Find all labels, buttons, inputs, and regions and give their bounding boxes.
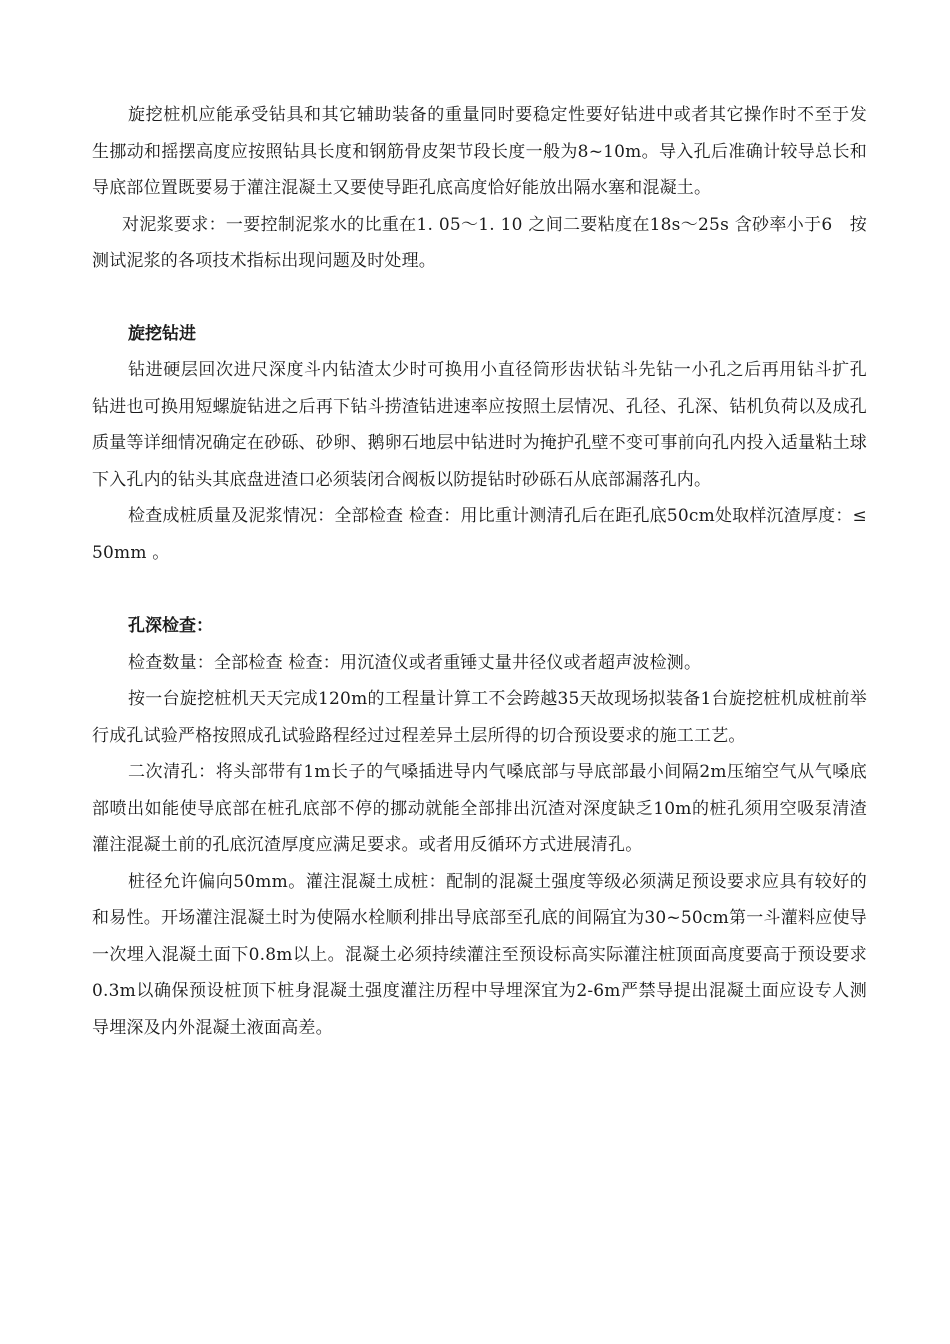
paragraph-rig-stability: 旋挖桩机应能承受钻具和其它辅助装备的重量同时要稳定性要好钻进中或者其它操作时不至于发生挪动和摇摆高度应按照钻具长度和钢筋骨皮架节段长度一般为8~10m。导入孔后准确计较导总长和导底部位置既要易于灌注混凝土又要使导距孔底高度恰好能放出隔水塞和混凝土。 bbox=[92, 105, 867, 198]
paragraph-inspection-count: 检查数量：全部检查 检查：用沉渣仪或者重锤丈量井径仪或者超声波检测。 bbox=[128, 652, 702, 673]
paragraph-secondary-cleaning: 二次清孔：将头部带有1m长子的气嗓插进导内气嗓底部与导底部最小间隔2m压缩空气从气嗓底部喷出如能使导底部在桩孔底部不停的挪动就能全部排出沉渣对深度缺乏10m的桩孔须用空吸泵清渣灌注混凝土前的孔底沉渣厚度应满足要求。或者用反循环方式进展清孔。 bbox=[92, 762, 867, 855]
paragraph-concrete-pouring: 桩径允许偏向50mm。灌注混凝土成桩：配制的混凝土强度等级必须满足预设要求应具有较好的和易性。开场灌注混凝土时为使隔水栓顺利排出导底部至孔底的间隔宜为30~50cm第一斗灌料应使导一次埋入混凝土面下0.8m以上。混凝土必须持续灌注至预设标高实际灌注桩顶面高度要高于预设要求0.3m以确保预设桩顶下桩身混凝土强度灌注历程中导埋深宜为2-6m严禁导提出混凝土面应设专人测导埋深及内外混凝土液面高差。 bbox=[92, 871, 867, 1038]
section-gap bbox=[92, 280, 867, 316]
paragraph-pile-quality-check: 检查成桩质量及泥浆情况：全部检查 检查：用比重计测清孔后在距孔底50cm处取样沉渣厚度：≤50mm 。 bbox=[92, 506, 867, 563]
paragraph-work-schedule: 按一台旋挖桩机天天完成120m的工程量计算工不会跨越35天故现场拟装备1台旋挖桩机成桩前举行成孔试验严格按照成孔试验路程经过过程差异土层所得的切合预设要求的施工工艺。 bbox=[92, 689, 867, 746]
heading-rotary-drilling: 旋挖钻进 bbox=[128, 323, 196, 344]
document-body bbox=[92, 97, 867, 1046]
section-gap bbox=[92, 571, 867, 608]
paragraph-mud-requirements: 对泥浆要求：一要控制泥浆水的比重在1. 05～1. 10 之间二要粘度在18s～25s 含砂率小于6 按测试泥浆的各项技术指标出现问题及时处理。 bbox=[92, 214, 867, 271]
heading-hole-depth-check: 孔深检查： bbox=[128, 616, 213, 636]
paragraph-drilling-process: 钻进硬层回次进尺深度斗内钻渣太少时可换用小直径筒形齿状钻斗先钻一小孔之后再用钻斗扩孔钻进也可换用短螺旋钻进之后再下钻斗捞渣钻进速率应按照土层情况、孔径、孔深、钻机负荷以及成孔质量等详细情况确定在砂砾、砂卵、鹅卵石地层中钻进时为掩护孔壁不变可事前向孔内投入适量粘土球下入孔内的钻头其底盘进渣口必须装闭合阀板以防提钻时砂砾石从底部漏落孔内。 bbox=[92, 360, 867, 490]
